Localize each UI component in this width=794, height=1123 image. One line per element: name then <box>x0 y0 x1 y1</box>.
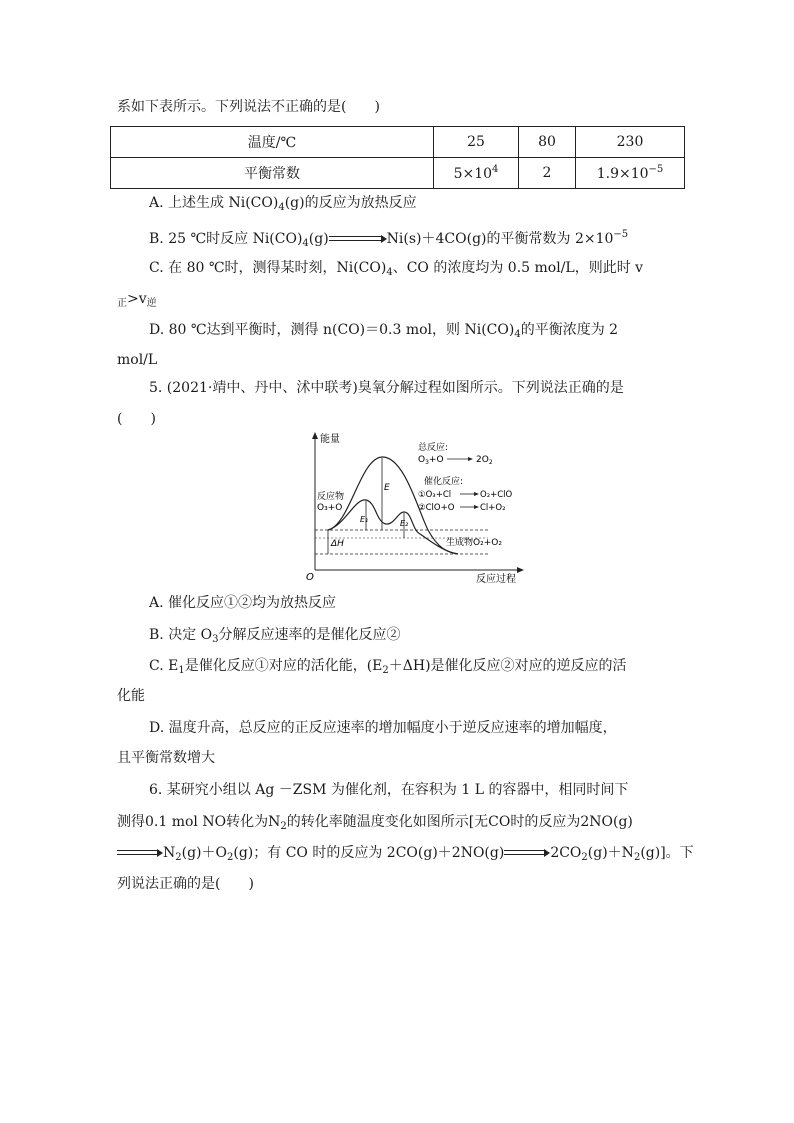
table-header-temperature: 温度/℃ <box>111 127 434 158</box>
text: (g)＋N <box>587 845 634 861</box>
text: A. 上述生成 Ni(CO) <box>149 195 279 211</box>
e2-label: E₂ <box>400 519 409 528</box>
text: (g)＋O <box>181 845 227 861</box>
total-reaction-title: 总反应: <box>418 443 449 453</box>
origin-label: O <box>306 572 314 583</box>
q4-option-c-cont <box>117 289 157 314</box>
e-label: E <box>384 483 390 493</box>
delta-h-label: ΔH <box>331 539 344 549</box>
sub: 2 <box>227 852 234 863</box>
sup: −5 <box>613 229 629 240</box>
total-reaction-left <box>418 455 444 466</box>
arrowhead-icon <box>468 457 473 461</box>
cell-exp: 4 <box>492 164 499 175</box>
product-label: 生成物O₂+O₂ <box>446 538 502 548</box>
text: B. 25 ℃时反应 Ni(CO) <box>149 231 303 247</box>
text: (g)的反应为放热反应 <box>284 195 417 211</box>
catalytic-product-1: O₂+ClO <box>480 490 513 500</box>
text: 是催化反应①对应的活化能，(E <box>184 658 383 674</box>
q6-stem: 6. 某研究小组以 Ag －ZSM 为催化剂，在容积为 1 L 的容器中，相同时间下 <box>149 782 629 798</box>
sub: 逆 <box>146 298 157 309</box>
text: O <box>418 455 426 465</box>
sub: 2 <box>488 459 493 466</box>
equilibrium-arrow-icon <box>117 848 159 858</box>
sub: 1 <box>178 665 185 676</box>
y-axis-label: 能量 <box>320 434 340 445</box>
sub: 4 <box>278 202 285 213</box>
table-cell: 230 <box>576 127 685 158</box>
text: C. E <box>149 658 179 674</box>
table-row <box>111 158 685 189</box>
cell-base: 1.9×10 <box>596 166 649 182</box>
reactant-formula: O₃+O <box>317 503 343 513</box>
catalytic-product-2: Cl+O₂ <box>480 503 506 513</box>
text: ＋ΔH)是催化反应②对应的逆反应的活 <box>388 658 627 674</box>
text: C. 在 80 ℃时，测得某时刻，Ni(CO) <box>149 260 387 276</box>
q4-option-c <box>149 258 643 283</box>
q5-option-a: A. 催化反应①②均为放热反应 <box>149 595 337 611</box>
q5-option-c-cont: 化能 <box>117 688 145 704</box>
table-cell: 25 <box>434 127 519 158</box>
intro-text: 系如下表所示。下列说法不正确的是( ) <box>117 99 380 115</box>
sub: 3 <box>425 459 429 466</box>
q4-option-d-cont: mol/L <box>117 352 158 368</box>
text: (g)；有 CO 时的反应为 2CO(g)＋2NO(g) <box>233 845 505 861</box>
catalytic-title: 催化反应: <box>424 477 464 487</box>
sub: 2 <box>633 852 641 863</box>
q5-option-b <box>149 625 401 650</box>
sub: 4 <box>386 267 393 278</box>
q5-option-c <box>149 656 627 681</box>
energy-diagram <box>300 430 530 585</box>
table-cell <box>576 158 685 189</box>
table-cell <box>434 158 519 189</box>
sub: 2 <box>581 852 588 863</box>
q4-option-b <box>149 225 628 254</box>
text: 分解反应速率的是催化反应② <box>218 627 401 643</box>
equilibrium-table <box>110 126 685 189</box>
q4-option-a <box>149 193 417 218</box>
q5-option-d-cont: 且平衡常数增大 <box>117 750 215 766</box>
text: N <box>163 845 176 861</box>
equilibrium-arrow-icon <box>329 234 383 244</box>
equilibrium-arrow-icon <box>504 848 546 858</box>
sub: 正 <box>117 298 127 309</box>
y-axis-arrow-icon <box>312 432 318 439</box>
q6-stem-line4: 列说法正确的是( ) <box>117 876 254 892</box>
text: >v <box>127 291 147 307</box>
text: (g)]。下 <box>640 845 694 861</box>
x-axis-arrow-icon <box>517 567 524 573</box>
text: D. 80 ℃达到平衡时，测得 n(CO)＝0.3 mol，则 Ni(CO) <box>149 322 515 338</box>
text: B. 决定 O <box>149 627 213 643</box>
sub: 4 <box>514 329 521 340</box>
text: (g) <box>308 231 329 247</box>
q5-stem-cont: ( ) <box>117 411 156 427</box>
q6-stem-line2 <box>117 812 633 837</box>
sub: 3 <box>212 634 219 645</box>
text: Ni(s)＋4CO(g)的平衡常数为 2×10 <box>386 231 614 247</box>
e1-label: E₁ <box>360 515 369 524</box>
q5-option-d: D. 温度升高，总反应的正反应速率的增加幅度小于逆反应速率的增加幅度， <box>149 720 617 736</box>
catalytic-reaction-2: ②ClO+O <box>418 503 455 513</box>
table-cell: 2 <box>519 158 576 189</box>
reactant-label: 反应物 <box>317 492 345 502</box>
cell-base: 5×10 <box>453 166 493 182</box>
arrowhead-icon <box>474 492 479 496</box>
sub: 2 <box>280 821 287 832</box>
x-axis-label: 反应过程 <box>476 574 516 585</box>
table-row <box>111 127 685 158</box>
text: +O <box>428 455 444 465</box>
text: 测得0.1 mol NO转化为N <box>117 814 281 830</box>
sub: 2 <box>382 665 389 676</box>
arrowhead-icon <box>474 505 479 509</box>
text: 2O <box>476 455 489 465</box>
catalytic-reaction-1: ①O₃+Cl <box>418 490 452 500</box>
q5-stem: 5. (2021·靖中、丹中、沭中联考)臭氧分解过程如图所示。下列说法正确的是 <box>149 380 624 396</box>
cell-exp: −5 <box>648 164 664 175</box>
text: 的转化率随温度变化如图所示[无CO时的反应为2NO(g) <box>286 814 633 830</box>
q4-option-d <box>149 320 618 345</box>
table-cell: 80 <box>519 127 576 158</box>
text: 2CO <box>550 845 582 861</box>
sub: 2 <box>175 852 182 863</box>
text: 、CO 的浓度均为 0.5 mol/L，则此时 v <box>392 260 644 276</box>
table-header-constant: 平衡常数 <box>111 158 434 189</box>
text: 的平衡浓度为 2 <box>520 322 619 338</box>
total-reaction-right <box>476 455 493 466</box>
sub: 4 <box>302 238 309 249</box>
q6-stem-line3 <box>117 843 694 868</box>
